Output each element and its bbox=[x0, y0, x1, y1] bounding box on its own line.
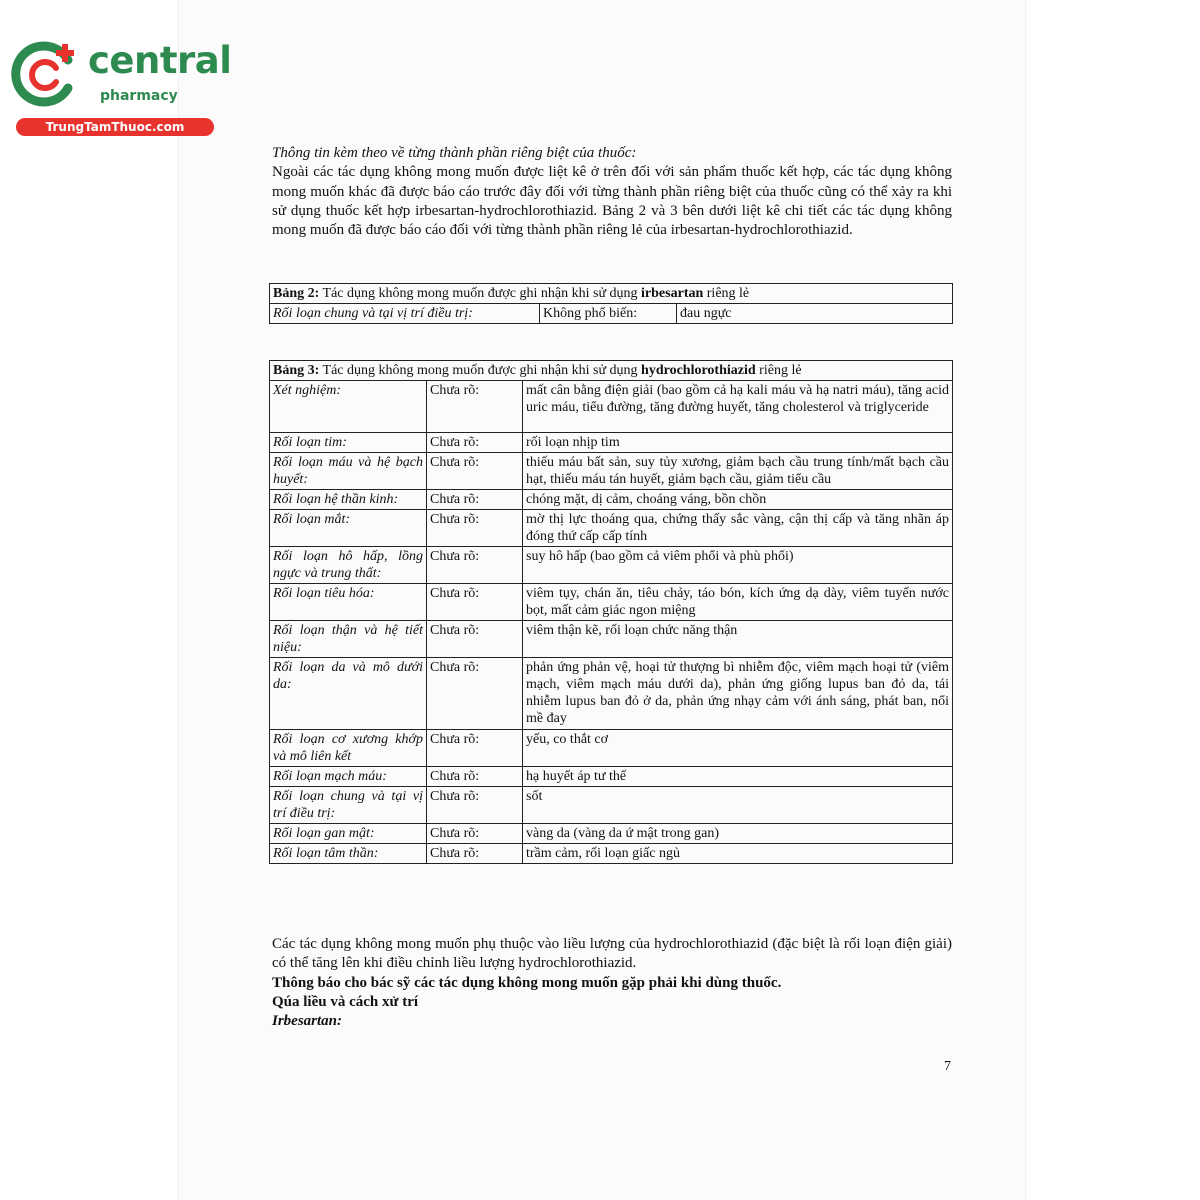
frequency-cell: Chưa rõ: bbox=[427, 730, 523, 767]
frequency-cell: Chưa rõ: bbox=[427, 510, 523, 547]
table-row bbox=[270, 453, 953, 490]
frequency-cell: Chưa rõ: bbox=[427, 844, 523, 864]
category-cell: Rối loạn tâm thần: bbox=[270, 844, 427, 864]
category-cell: Rối loạn máu và hệ bạch huyết: bbox=[270, 453, 427, 490]
frequency-cell: Chưa rõ: bbox=[427, 787, 523, 824]
category-cell: Rối loạn mạch máu: bbox=[270, 767, 427, 787]
intro-heading: Thông tin kèm theo về từng thành phần riêng biệt của thuốc: bbox=[272, 145, 637, 161]
logo-name: central bbox=[88, 39, 232, 82]
intro-section bbox=[272, 144, 952, 240]
category-cell: Rối loạn thận và hệ tiết niệu: bbox=[270, 621, 427, 658]
frequency-cell: Chưa rõ: bbox=[427, 547, 523, 584]
frequency-cell: Chưa rõ: bbox=[427, 453, 523, 490]
frequency-cell: Chưa rõ: bbox=[427, 767, 523, 787]
category-cell: Rối loạn tim: bbox=[270, 433, 427, 453]
effect-cell: mờ thị lực thoáng qua, chứng thấy sắc vàng, cận thị cấp và tăng nhãn áp đóng thứ cấp cấp tính bbox=[523, 510, 953, 547]
table-row bbox=[270, 304, 953, 324]
table-row bbox=[270, 730, 953, 767]
table-2-title-end: riêng lẻ bbox=[703, 286, 750, 301]
table-row bbox=[270, 767, 953, 787]
effect-cell: mất cân bằng điện giải (bao gồm cả hạ kali máu và hạ natri máu), tăng acid uric máu, tiểu đường, tăng đường huyết, tăng cholesterol và triglyceride bbox=[523, 381, 953, 433]
effect-cell: viêm tụy, chán ăn, tiêu chảy, táo bón, kích ứng dạ dày, viêm tuyến nước bọt, mất cảm giác ngon miệng bbox=[523, 584, 953, 621]
frequency-cell: Chưa rõ: bbox=[427, 433, 523, 453]
category-cell: Rối loạn hô hấp, lồng ngực và trung thất: bbox=[270, 547, 427, 584]
page-number: 7 bbox=[944, 1059, 951, 1074]
frequency-cell: Chưa rõ: bbox=[427, 824, 523, 844]
irbesartan-subheading: Irbesartan: bbox=[272, 1013, 343, 1030]
table-row bbox=[270, 547, 953, 584]
table-row bbox=[270, 658, 953, 730]
effect-cell: chóng mặt, dị cảm, choáng váng, bồn chồn bbox=[523, 490, 953, 510]
effect-cell: yếu, co thắt cơ bbox=[523, 730, 953, 767]
category-cell: Rối loạn chung và tại vị trí điều trị: bbox=[270, 304, 540, 324]
table-3-title-text: Tác dụng không mong muốn được ghi nhận khi sử dụng bbox=[319, 363, 642, 378]
table-2-title-text: Tác dụng không mong muốn được ghi nhận khi sử dụng bbox=[319, 286, 642, 301]
category-cell: Rối loạn chung và tại vị trí điều trị: bbox=[270, 787, 427, 824]
warning-notice: Thông báo cho bác sỹ các tác dụng không mong muốn gặp phải khi dùng thuốc. bbox=[272, 974, 782, 991]
effect-cell: hạ huyết áp tư thế bbox=[523, 767, 953, 787]
category-cell: Rối loạn cơ xương khớp và mô liên kết bbox=[270, 730, 427, 767]
table-row bbox=[270, 621, 953, 658]
table-2-label: Bảng 2: bbox=[273, 286, 320, 301]
outro-section bbox=[272, 935, 952, 1031]
table-2-drug: irbesartan bbox=[641, 286, 704, 301]
effect-cell: sốt bbox=[523, 787, 953, 824]
effect-cell: vàng da (vàng da ứ mật trong gan) bbox=[523, 824, 953, 844]
logo-url: TrungTamThuoc.com bbox=[16, 118, 214, 136]
table-3-title-row bbox=[270, 361, 953, 381]
effect-cell: suy hô hấp (bao gồm cả viêm phổi và phù phổi) bbox=[523, 547, 953, 584]
effect-cell: thiếu máu bất sản, suy tủy xương, giảm bạch cầu trung tính/mất bạch cầu hạt, thiếu máu tán huyết, giảm bạch cầu, giảm tiểu cầu bbox=[523, 453, 953, 490]
table-row bbox=[270, 824, 953, 844]
table-3-drug: hydrochlorothiazid bbox=[641, 363, 756, 378]
effect-cell: trầm cảm, rối loạn giấc ngủ bbox=[523, 844, 953, 864]
pharmacy-logo-icon bbox=[10, 38, 80, 108]
frequency-cell: Chưa rõ: bbox=[427, 490, 523, 510]
outro-paragraph: Các tác dụng không mong muốn phụ thuộc vào liều lượng của hydrochlorothiazid (đặc biệt là rối loạn điện giải) có thể tăng lên khi điều chỉnh liều lượng hydrochlorothiazid. bbox=[272, 936, 952, 972]
effect-cell: viêm thận kẽ, rối loạn chức năng thận bbox=[523, 621, 953, 658]
table-row bbox=[270, 787, 953, 824]
frequency-cell: Không phổ biến: bbox=[540, 304, 677, 324]
effect-cell: rối loạn nhịp tim bbox=[523, 433, 953, 453]
central-pharmacy-logo bbox=[10, 38, 232, 138]
frequency-cell: Chưa rõ: bbox=[427, 658, 523, 730]
category-cell: Xét nghiệm: bbox=[270, 381, 427, 433]
category-cell: Rối loạn mắt: bbox=[270, 510, 427, 547]
table-2-title bbox=[270, 284, 953, 304]
frequency-cell: Chưa rõ: bbox=[427, 621, 523, 658]
category-cell: Rối loạn da và mô dưới da: bbox=[270, 658, 427, 730]
table-row bbox=[270, 510, 953, 547]
table-3-hydrochlorothiazid bbox=[269, 360, 953, 864]
frequency-cell: Chưa rõ: bbox=[427, 584, 523, 621]
frequency-cell: Chưa rõ: bbox=[427, 381, 523, 433]
logo-tagline: pharmacy bbox=[100, 88, 178, 104]
category-cell: Rối loạn gan mật: bbox=[270, 824, 427, 844]
table-row bbox=[270, 381, 953, 433]
category-cell: Rối loạn tiêu hóa: bbox=[270, 584, 427, 621]
table-2-irbesartan bbox=[269, 283, 953, 324]
table-row bbox=[270, 490, 953, 510]
table-2-title-row bbox=[270, 284, 953, 304]
table-row bbox=[270, 844, 953, 864]
table-3-label: Bảng 3: bbox=[273, 363, 320, 378]
overdose-heading: Qúa liều và cách xử trí bbox=[272, 993, 419, 1010]
effect-cell: phản ứng phản vệ, hoại tử thượng bì nhiễm độc, viêm mạch hoại tử (viêm mạch, viêm mạch máu dưới da), phản ứng giống lupus ban đỏ da, tái nhiễm lupus ban đỏ ở da, phản ứng nhạy cảm với ánh sáng, phát ban, nổi mề đay bbox=[523, 658, 953, 730]
category-cell: Rối loạn hệ thần kinh: bbox=[270, 490, 427, 510]
table-row bbox=[270, 584, 953, 621]
table-row bbox=[270, 433, 953, 453]
table-3-title-end: riêng lẻ bbox=[755, 363, 802, 378]
effect-cell: đau ngực bbox=[677, 304, 953, 324]
intro-paragraph: Ngoài các tác dụng không mong muốn được liệt kê ở trên đối với sản phẩm thuốc kết hợp, các tác dụng không mong muốn khác đã được báo cáo trước đây đối với từng thành phần riêng biệt của thuốc cũng có thể xảy ra khi sử dụng thuốc kết hợp irbesartan-hydrochlorothiazid. Bảng 2 và 3 bên dưới liệt kê chi tiết các tác dụng không mong muốn đã được báo cáo đối với từng thành phần riêng lẻ của irbesartan-hydrochlorothiazid. bbox=[272, 164, 952, 239]
table-3-title bbox=[270, 361, 953, 381]
